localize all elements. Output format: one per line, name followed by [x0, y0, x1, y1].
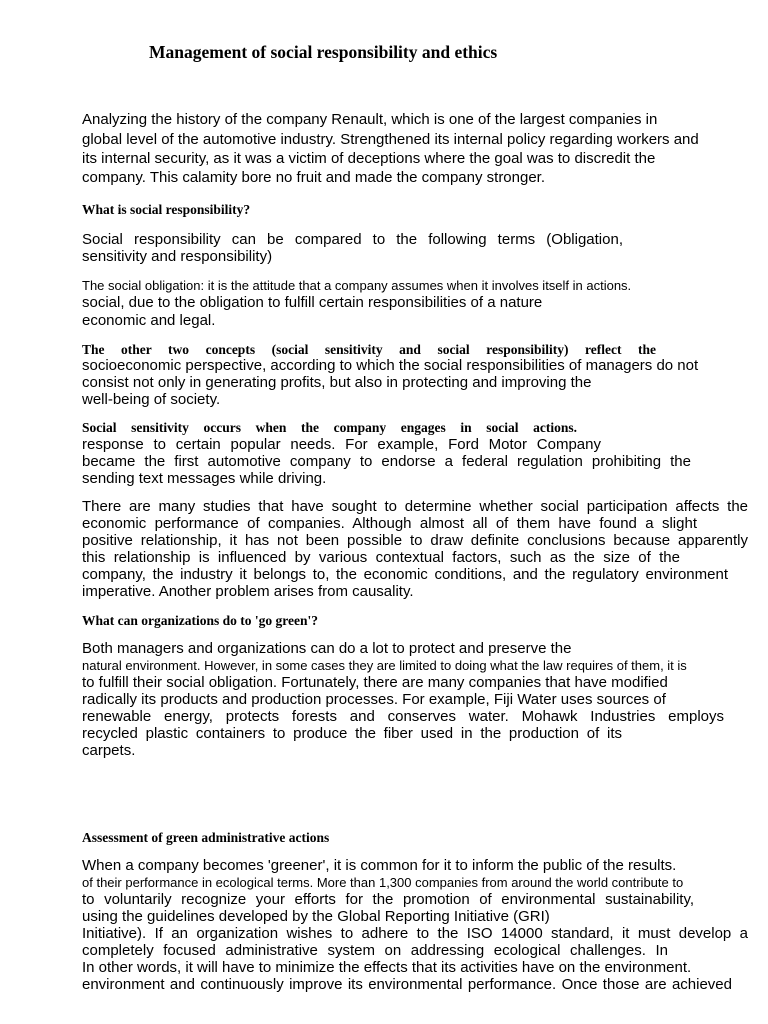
paragraph-line: In other words, it will have to minimize the effects that its activities have on the environment. — [82, 959, 692, 976]
paragraph-line: company, the industry it belongs to, the economic conditions, and the regulatory environment — [82, 566, 728, 583]
page-title: Management of social responsibility and ethics — [149, 42, 498, 62]
paragraph-line: became the first automotive company to endorse a federal regulation prohibiting the — [82, 453, 691, 470]
paragraph-line: Both managers and organizations can do a lot to protect and preserve the — [82, 640, 572, 657]
paragraph-line: to voluntarily recognize your efforts for the promotion of environmental sustainability, — [82, 891, 694, 908]
paragraph-line: of their performance in ecological terms. More than 1,300 companies from around the world contribute to — [82, 875, 684, 890]
paragraph-line: There are many studies that have sought to determine whether social participation affects the — [82, 498, 748, 515]
paragraph-line: natural environment. However, in some cases they are limited to doing what the law requires of them, it is — [82, 658, 687, 673]
paragraph-line: economic performance of companies. Although almost all of them have found a slight — [82, 515, 697, 532]
paragraph-line: economic and legal. — [82, 312, 216, 329]
paragraph-line: carpets. — [82, 742, 136, 759]
paragraph-line: its internal security, as it was a victim of deceptions where the goal was to discredit the — [82, 150, 656, 167]
paragraph-line: Analyzing the history of the company Renault, which is one of the largest companies in — [82, 111, 658, 128]
paragraph-line: positive relationship, it has not been possible to draw definite conclusions because apparently — [82, 532, 748, 549]
paragraph-line: renewable energy, protects forests and conserves water. Mohawk Industries employs — [82, 708, 724, 725]
paragraph-line: completely focused administrative system on addressing ecological challenges. In — [82, 942, 668, 959]
paragraph-line: Social sensitivity occurs when the company engages in social actions. — [82, 420, 577, 435]
paragraph-line: environment and continuously improve its environmental performance. Once those are achieved — [82, 976, 732, 993]
section-heading: Assessment of green administrative actions — [82, 830, 330, 845]
paragraph-line: imperative. Another problem arises from causality. — [82, 583, 414, 600]
paragraph-line: sensitivity and responsibility) — [82, 248, 273, 265]
paragraph-line: The social obligation: it is the attitude that a company assumes when it involves itself in actions. — [82, 278, 632, 293]
paragraph-line: consist not only in generating profits, but also in protecting and improving the — [82, 374, 592, 391]
paragraph-line: this relationship is influenced by various contextual factors, such as the size of the — [82, 549, 680, 566]
paragraph-line: socioeconomic perspective, according to which the social responsibilities of managers do not — [82, 357, 699, 374]
paragraph-line: company. This calamity bore no fruit and made the company stronger. — [82, 169, 546, 186]
paragraph-line: well-being of society. — [82, 391, 221, 408]
paragraph-line: using the guidelines developed by the Global Reporting Initiative (GRI) — [82, 908, 550, 925]
paragraph-line: The other two concepts (social sensitivity and social responsibility) reflect the — [82, 342, 656, 357]
paragraph-line: sending text messages while driving. — [82, 470, 327, 487]
paragraph-line: global level of the automotive industry. Strengthened its internal policy regarding workers and — [82, 131, 699, 148]
paragraph-line: Initiative). If an organization wishes to adhere to the ISO 14000 standard, it must develop a — [82, 925, 748, 942]
section-heading: What is social responsibility? — [82, 202, 251, 217]
paragraph-line: response to certain popular needs. For example, Ford Motor Company — [82, 436, 601, 453]
paragraph-line: radically its products and production processes. For example, Fiji Water uses sources of — [82, 691, 666, 708]
paragraph-line: social, due to the obligation to fulfill certain responsibilities of a nature — [82, 294, 543, 311]
paragraph-line: recycled plastic containers to produce the fiber used in the production of its — [82, 725, 622, 742]
section-heading: What can organizations do to 'go green'? — [82, 613, 318, 628]
paragraph-line: When a company becomes 'greener', it is common for it to inform the public of the results. — [82, 857, 677, 874]
paragraph-line: to fulfill their social obligation. Fortunately, there are many companies that have modified — [82, 674, 668, 691]
paragraph-line: Social responsibility can be compared to the following terms (Obligation, — [82, 231, 623, 248]
